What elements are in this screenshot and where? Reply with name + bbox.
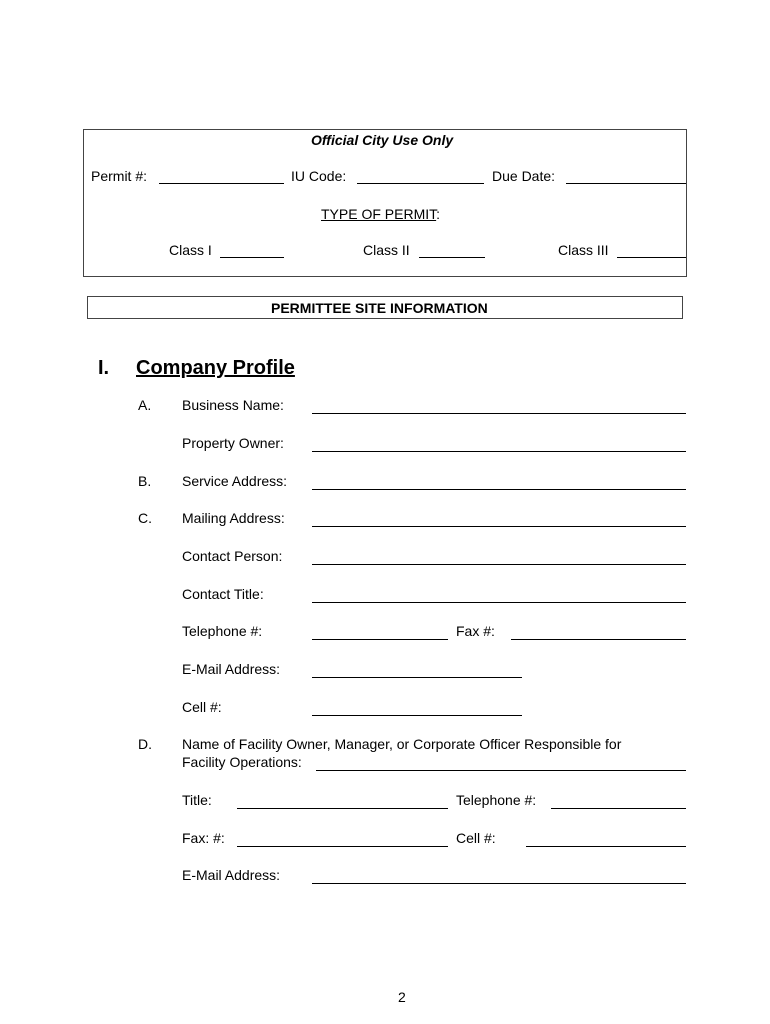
class-3-field[interactable] (617, 257, 686, 258)
type-of-permit-label (321, 207, 440, 221)
class-2-label: Class II (363, 242, 410, 258)
property-owner-field[interactable] (312, 451, 686, 452)
iu-code-label: IU Code: (291, 168, 347, 184)
telephone-field[interactable] (312, 639, 448, 640)
site-info-title: PERMITTEE SITE INFORMATION (271, 300, 488, 316)
cell-field[interactable] (312, 715, 522, 716)
facility-telephone-label: Telephone #: (456, 792, 537, 808)
item-c-letter: C. (138, 510, 152, 526)
section-title: Company Profile (136, 357, 295, 379)
section-number: I. (98, 357, 110, 379)
class-3-label: Class III (558, 242, 609, 258)
contact-title-label: Contact Title: (182, 586, 264, 602)
fax-field[interactable] (511, 639, 686, 640)
contact-title-field[interactable] (312, 602, 686, 603)
cell-label: Cell #: (182, 699, 222, 715)
telephone-label: Telephone #: (182, 623, 263, 639)
facility-operations-field[interactable] (316, 770, 686, 771)
facility-fax-label: Fax: #: (182, 830, 225, 846)
facility-telephone-field[interactable] (551, 808, 686, 809)
page-number: 2 (398, 989, 406, 1005)
mailing-address-label: Mailing Address: (182, 510, 285, 526)
property-owner-label: Property Owner: (182, 435, 284, 451)
type-of-permit-text: TYPE OF PERMIT (321, 206, 437, 222)
facility-title-field[interactable] (237, 808, 448, 809)
mailing-address-field[interactable] (312, 526, 686, 527)
class-2-field[interactable] (419, 257, 485, 258)
contact-person-label: Contact Person: (182, 548, 283, 564)
official-use-title: Official City Use Only (311, 132, 454, 148)
facility-title-label: Title: (182, 792, 212, 808)
permit-number-field[interactable] (159, 183, 284, 184)
service-address-label: Service Address: (182, 473, 288, 489)
due-date-label: Due Date: (492, 168, 556, 184)
item-d-letter: D. (138, 736, 152, 752)
business-name-label: Business Name: (182, 397, 284, 413)
facility-cell-field[interactable] (526, 846, 686, 847)
email-field[interactable] (312, 677, 522, 678)
facility-fax-field[interactable] (237, 846, 448, 847)
permit-number-label: Permit #: (91, 168, 148, 184)
facility-owner-label-line2: Facility Operations: (182, 754, 302, 770)
class-1-field[interactable] (220, 257, 284, 258)
due-date-field[interactable] (566, 183, 686, 184)
fax-label: Fax #: (456, 623, 495, 639)
business-name-field[interactable] (312, 413, 686, 414)
facility-email-label: E-Mail Address: (182, 867, 281, 883)
service-address-field[interactable] (312, 489, 686, 490)
iu-code-field[interactable] (357, 183, 484, 184)
type-of-permit-colon: : (436, 206, 441, 222)
item-a-letter: A. (138, 397, 152, 413)
facility-email-field[interactable] (312, 883, 686, 884)
class-1-label: Class I (169, 242, 212, 258)
facility-owner-label-line1: Name of Facility Owner, Manager, or Corporate Officer Responsible for (182, 736, 622, 752)
contact-person-field[interactable] (312, 564, 686, 565)
facility-cell-label: Cell #: (456, 830, 496, 846)
email-label: E-Mail Address: (182, 661, 281, 677)
item-b-letter: B. (138, 473, 152, 489)
